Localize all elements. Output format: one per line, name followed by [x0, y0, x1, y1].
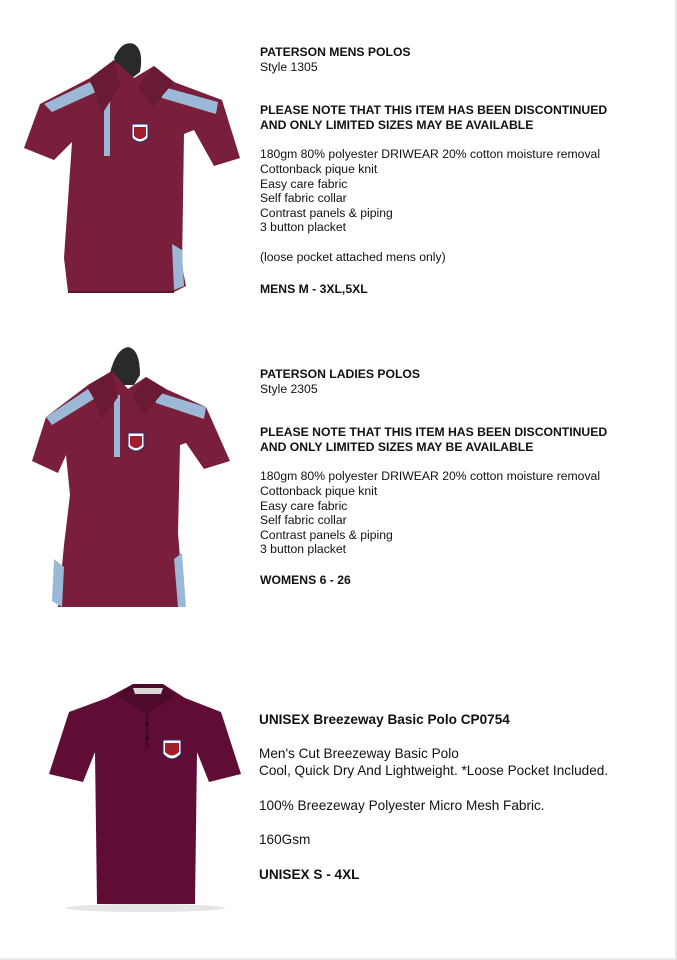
size-range: WOMENS 6 - 26: [260, 572, 351, 587]
style-number: Style 2305: [260, 381, 318, 396]
pocket-note: (loose pocket attached mens only): [260, 249, 446, 264]
size-range: MENS M - 3XL,5XL: [260, 281, 368, 296]
feature-line: 180gm 80% polyester DRIWEAR 20% cotton moisture removal: [260, 469, 601, 484]
product-title: PATERSON LADIES POLOS: [260, 367, 421, 381]
description-line: Cool, Quick Dry And Lightweight. *Loose Pocket Included.: [259, 763, 609, 778]
feature-line: 180gm 80% polyester DRIWEAR 20% cotton moisture removal: [260, 147, 601, 162]
unisex-polo-image: [45, 678, 245, 913]
discontinued-notice: AND ONLY LIMITED SIZES MAY BE AVAILABLE: [260, 117, 534, 132]
feature-line: Contrast panels & piping: [260, 205, 393, 220]
mens-polo-details: [260, 45, 607, 296]
style-number: Style 1305: [260, 59, 318, 74]
feature-line: 3 button placket: [260, 542, 347, 557]
product-title: UNISEX Breezeway Basic Polo CP0754: [259, 712, 510, 727]
unisex-polo-details: [259, 711, 608, 883]
feature-line: Self fabric collar: [260, 513, 347, 528]
description-line: Men's Cut Breezeway Basic Polo: [259, 745, 459, 761]
discontinued-notice: PLEASE NOTE THAT THIS ITEM HAS BEEN DISCONTINUED: [260, 103, 608, 118]
feature-line: Cottonback pique knit: [260, 483, 378, 498]
feature-line: 3 button placket: [260, 220, 347, 235]
feature-line: Self fabric collar: [260, 191, 347, 206]
weight-line: 160Gsm: [259, 832, 311, 847]
fabric-line: 100% Breezeway Polyester Micro Mesh Fabric.: [259, 797, 545, 813]
mens-polo-image: [22, 38, 242, 296]
discontinued-notice: AND ONLY LIMITED SIZES MAY BE AVAILABLE: [260, 439, 534, 454]
discontinued-notice: PLEASE NOTE THAT THIS ITEM HAS BEEN DISCONTINUED: [260, 425, 608, 440]
feature-line: Contrast panels & piping: [260, 527, 393, 542]
ladies-polo-image: [30, 345, 235, 610]
product-title: PATERSON MENS POLOS: [260, 45, 411, 59]
size-range: UNISEX S - 4XL: [259, 866, 360, 882]
feature-line: Easy care fabric: [260, 176, 348, 191]
feature-line: Easy care fabric: [260, 498, 348, 513]
feature-line: Cottonback pique knit: [260, 161, 378, 176]
ladies-polo-details: [260, 367, 607, 588]
